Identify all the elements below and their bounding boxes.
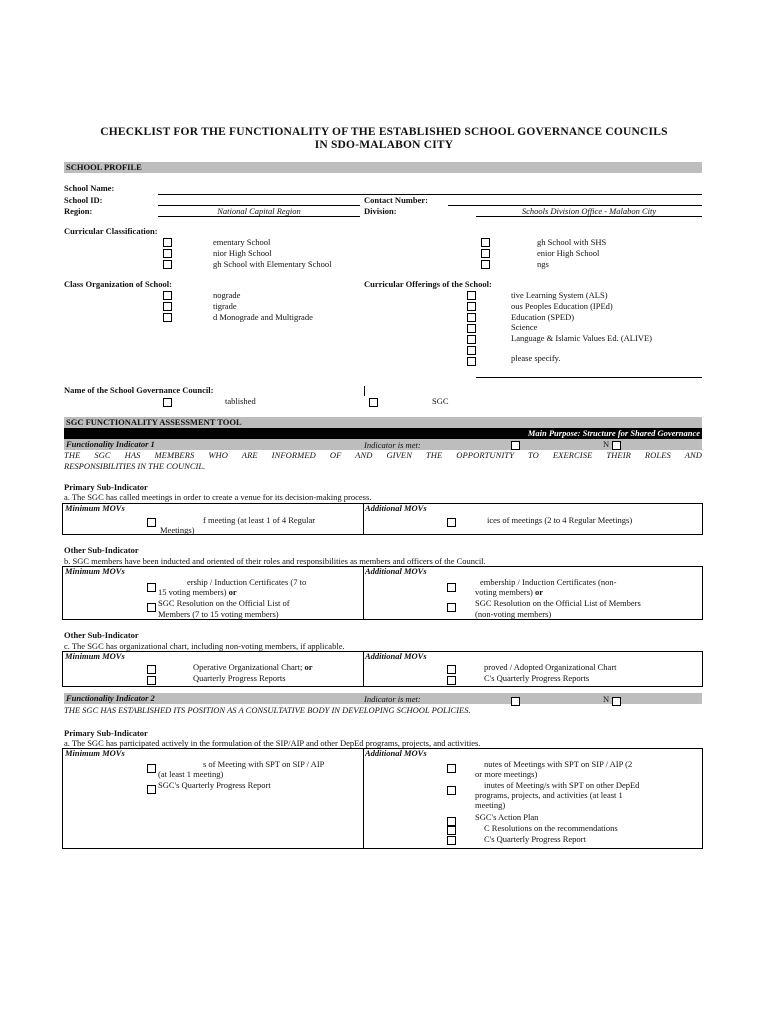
ind2-primary-text: a. The SGC has participated actively in the formulation of the SIP/AIP and other DepEd programs, projects, and activities. bbox=[64, 738, 481, 748]
ind1-other-b-add-line1: embership / Induction Certificates (non- bbox=[480, 577, 617, 587]
ind1-other-b-add-line4: (non-voting members) bbox=[475, 609, 552, 619]
ind1-primary-min-header: Minimum MOVs bbox=[65, 503, 125, 513]
ind1-other-c-add-line2: C's Quarterly Progress Reports bbox=[484, 673, 590, 683]
checkbox-high-school-elementary[interactable] bbox=[163, 260, 172, 269]
ind1-primary-min-checkbox[interactable] bbox=[147, 518, 156, 527]
checkbox-alive[interactable] bbox=[467, 335, 476, 344]
council-name-label: Name of the School Governance Council: bbox=[64, 385, 214, 395]
checkbox-council-sgc[interactable] bbox=[369, 398, 378, 407]
ind1-other-c-min-checkbox-2[interactable] bbox=[147, 676, 156, 685]
ind1-primary-add-checkbox[interactable] bbox=[447, 518, 456, 527]
ind1-other-b-add-header: Additional MOVs bbox=[365, 566, 427, 576]
main-purpose-bar: Main Purpose: Structure for Shared Governance bbox=[64, 428, 702, 439]
document-title-line1: CHECKLIST FOR THE FUNCTIONALITY OF THE ESTABLISHED SCHOOL GOVERNANCE COUNCILS bbox=[100, 126, 668, 138]
ind2-primary-add-line1: nutes of Meetings with SPT on SIP / AIP (2 bbox=[484, 759, 633, 769]
ind2-primary-add-line8: C's Quarterly Progress Report bbox=[484, 834, 586, 844]
ind1-primary-min-item-2: Meetings) bbox=[160, 525, 195, 535]
ind2-primary-min-checkbox-1[interactable] bbox=[147, 764, 156, 773]
checkbox-sped[interactable] bbox=[467, 313, 476, 322]
checkbox-senior-high-school[interactable] bbox=[481, 249, 490, 258]
checkbox-multigrade[interactable] bbox=[163, 302, 172, 311]
checkbox-high-school-shs[interactable] bbox=[481, 238, 490, 247]
ind1-other-c-min-checkbox-1[interactable] bbox=[147, 665, 156, 674]
school-id-field[interactable] bbox=[158, 195, 360, 206]
ind2-primary-add-checkbox-2[interactable] bbox=[447, 786, 456, 795]
ind1-other-c-add-line1: proved / Adopted Organizational Chart bbox=[484, 662, 617, 672]
ind2-primary-min-line2: (at least 1 meeting) bbox=[158, 769, 224, 779]
ind1-other-c-label: Other Sub-Indicator bbox=[64, 630, 139, 640]
ind2-primary-add-line3: inutes of Meeting/s with SPT on other DepEd bbox=[484, 780, 640, 790]
ind2-primary-add-line2: or more meetings) bbox=[475, 769, 538, 779]
indicator-1-statement-line2: RESPONSIBILITIES IN THE COUNCIL. bbox=[64, 461, 206, 471]
ind1-other-b-min-line1: ership / Induction Certificates (7 to bbox=[187, 577, 307, 587]
checkbox-elementary-school[interactable] bbox=[163, 238, 172, 247]
indicator-2-no-checkbox[interactable] bbox=[612, 697, 621, 706]
checkbox-science[interactable] bbox=[467, 324, 476, 333]
ind1-primary-divider bbox=[363, 503, 364, 535]
ind2-primary-min-line1: s of Meeting with SPT on SIP / AIP bbox=[203, 759, 325, 769]
ind1-other-b-add-line3: SGC Resolution on the Official List of Members bbox=[475, 598, 641, 608]
indicator-1-yes-checkbox[interactable] bbox=[511, 441, 520, 450]
curricular-offerings-label: Curricular Offerings of the School: bbox=[364, 279, 492, 289]
option-monograde: nograde bbox=[213, 290, 241, 300]
indicator-2-no-label: N bbox=[603, 694, 610, 704]
checkbox-council-established[interactable] bbox=[163, 398, 172, 407]
option-elementary-school: ementary School bbox=[213, 237, 271, 247]
option-council-established: tablished bbox=[225, 396, 256, 406]
ind1-other-b-min-line4: Members (7 to 15 voting members) bbox=[158, 609, 279, 619]
ind1-other-c-add-checkbox-2[interactable] bbox=[447, 676, 456, 685]
ind2-primary-min-header: Minimum MOVs bbox=[65, 748, 125, 758]
ind1-other-c-min-line2: Quarterly Progress Reports bbox=[193, 673, 286, 683]
checkbox-junior-high-school[interactable] bbox=[163, 249, 172, 258]
ind2-primary-add-checkbox-4[interactable] bbox=[447, 826, 456, 835]
ind1-other-b-label: Other Sub-Indicator bbox=[64, 545, 139, 555]
ind2-primary-add-line4: programs, projects, and activities (at least 1 bbox=[475, 790, 623, 800]
option-senior-high-school: enior High School bbox=[537, 248, 600, 258]
ind2-primary-min-checkbox-2[interactable] bbox=[147, 785, 156, 794]
ind1-other-b-min-checkbox-1[interactable] bbox=[147, 583, 156, 592]
indicator-1-label: Functionality Indicator 1 bbox=[66, 439, 155, 449]
contact-number-label: Contact Number: bbox=[364, 195, 428, 205]
ind1-other-c-add-header: Additional MOVs bbox=[365, 651, 427, 661]
ind2-primary-add-line5: meeting) bbox=[475, 800, 506, 810]
ind1-other-c-min-header: Minimum MOVs bbox=[65, 651, 125, 661]
council-divider bbox=[364, 386, 365, 396]
ind2-primary-divider bbox=[363, 748, 364, 849]
ind1-other-b-min-line2: 15 voting members) or bbox=[158, 587, 237, 597]
contact-number-field[interactable] bbox=[448, 195, 702, 206]
ind1-other-c-divider bbox=[363, 651, 364, 687]
others-specify-field[interactable] bbox=[476, 367, 702, 378]
ind1-primary-add-header: Additional MOVs bbox=[365, 503, 427, 513]
ind1-other-c-add-checkbox-1[interactable] bbox=[447, 665, 456, 674]
indicator-2-met-label: Indicator is met: bbox=[364, 694, 421, 704]
option-iped: ous Peoples Education (IPEd) bbox=[511, 301, 613, 311]
ind1-primary-label: Primary Sub-Indicator bbox=[64, 482, 148, 492]
option-als: tive Learning System (ALS) bbox=[511, 290, 608, 300]
school-name-field[interactable] bbox=[158, 184, 702, 195]
ind2-primary-add-line6: SGC's Action Plan bbox=[475, 812, 539, 822]
region-value: National Capital Region bbox=[158, 206, 360, 217]
indicator-2-label: Functionality Indicator 2 bbox=[66, 693, 155, 703]
region-label: Region: bbox=[64, 206, 93, 216]
assessment-tool-header: SGC FUNCTIONALITY ASSESSMENT TOOL bbox=[64, 417, 702, 428]
ind1-other-b-add-line2: voting members) or bbox=[475, 587, 543, 597]
ind2-primary-add-line7: C Resolutions on the recommendations bbox=[484, 823, 618, 833]
indicator-1-met-label: Indicator is met: bbox=[364, 440, 421, 450]
ind1-other-c-min-line1: Operative Organizational Chart; or bbox=[193, 662, 313, 672]
indicator-2-statement: THE SGC HAS ESTABLISHED ITS POSITION AS A CONSULTATIVE BODY IN DEVELOPING SCHOOL POLICIES. bbox=[64, 705, 471, 715]
ind1-other-b-min-checkbox-2[interactable] bbox=[147, 603, 156, 612]
checkbox-monograde[interactable] bbox=[163, 291, 172, 300]
option-high-school-elementary: gh School with Elementary School bbox=[213, 259, 332, 269]
option-sped: Education (SPED) bbox=[511, 312, 575, 322]
ind1-other-c-text: c. The SGC has organizational chart, including non-voting members, if applicable. bbox=[64, 641, 345, 651]
school-name-label: School Name: bbox=[64, 183, 115, 193]
option-mixed-grade: d Monograde and Multigrade bbox=[213, 312, 313, 322]
ind1-other-b-min-line3: SGC Resolution on the Official List of bbox=[158, 598, 290, 608]
option-offerings-ngs: ngs bbox=[537, 259, 549, 269]
ind1-other-b-divider bbox=[363, 566, 364, 620]
checkbox-mixed-grade[interactable] bbox=[163, 313, 172, 322]
option-alive: Language & Islamic Values Ed. (ALIVE) bbox=[511, 333, 652, 343]
ind2-primary-label: Primary Sub-Indicator bbox=[64, 728, 148, 738]
ind1-other-b-add-checkbox-1[interactable] bbox=[447, 583, 456, 592]
option-council-sgc: SGC bbox=[432, 396, 449, 406]
ind1-other-b-text: b. SGC members have been inducted and oriented of their roles and responsibilities as members and officers of the Council. bbox=[64, 556, 486, 566]
option-multigrade: tigrade bbox=[213, 301, 237, 311]
ind2-primary-add-header: Additional MOVs bbox=[365, 748, 427, 758]
ind2-primary-min-line3: SGC's Quarterly Progress Report bbox=[158, 780, 271, 790]
ind2-primary-add-checkbox-3[interactable] bbox=[447, 817, 456, 826]
division-label: Division: bbox=[364, 206, 397, 216]
checkbox-others-2[interactable] bbox=[467, 357, 476, 366]
school-id-label: School ID: bbox=[64, 195, 103, 205]
ind1-other-b-add-checkbox-2[interactable] bbox=[447, 603, 456, 612]
indicator-1-no-label: N bbox=[603, 439, 610, 449]
option-others-specify: please specify. bbox=[511, 353, 561, 363]
option-science: Science bbox=[511, 322, 538, 332]
checkbox-offerings-ngs[interactable] bbox=[481, 260, 490, 269]
class-organization-label: Class Organization of School: bbox=[64, 279, 172, 289]
checkbox-iped[interactable] bbox=[467, 302, 476, 311]
indicator-1-no-checkbox[interactable] bbox=[612, 441, 621, 450]
checkbox-others[interactable] bbox=[467, 346, 476, 355]
division-value: Schools Division Office - Malabon City bbox=[476, 206, 702, 217]
ind2-primary-add-checkbox-5[interactable] bbox=[447, 836, 456, 845]
ind1-primary-min-item-1: f meeting (at least 1 of 4 Regular bbox=[203, 515, 316, 525]
option-high-school-shs: gh School with SHS bbox=[537, 237, 607, 247]
indicator-1-statement-line1: THE SGC HAS MEMBERS WHO ARE INFORMED OF AND GIVEN THE OPPORTUNITY TO EXERCISE THEIR ROLES AND bbox=[64, 450, 702, 460]
ind2-primary-add-checkbox-1[interactable] bbox=[447, 764, 456, 773]
ind1-primary-text: a. The SGC has called meetings in order to create a venue for its decision-making process. bbox=[64, 492, 372, 502]
checkbox-als[interactable] bbox=[467, 291, 476, 300]
option-junior-high-school: nior High School bbox=[213, 248, 272, 258]
ind1-other-b-min-header: Minimum MOVs bbox=[65, 566, 125, 576]
document-title-line2: IN SDO-MALABON CITY bbox=[314, 139, 454, 151]
school-profile-header: SCHOOL PROFILE bbox=[64, 162, 702, 173]
indicator-2-yes-checkbox[interactable] bbox=[511, 697, 520, 706]
curricular-classification-label: Curricular Classification: bbox=[64, 226, 158, 236]
ind1-primary-add-item-1: ices of meetings (2 to 4 Regular Meetings) bbox=[487, 515, 633, 525]
